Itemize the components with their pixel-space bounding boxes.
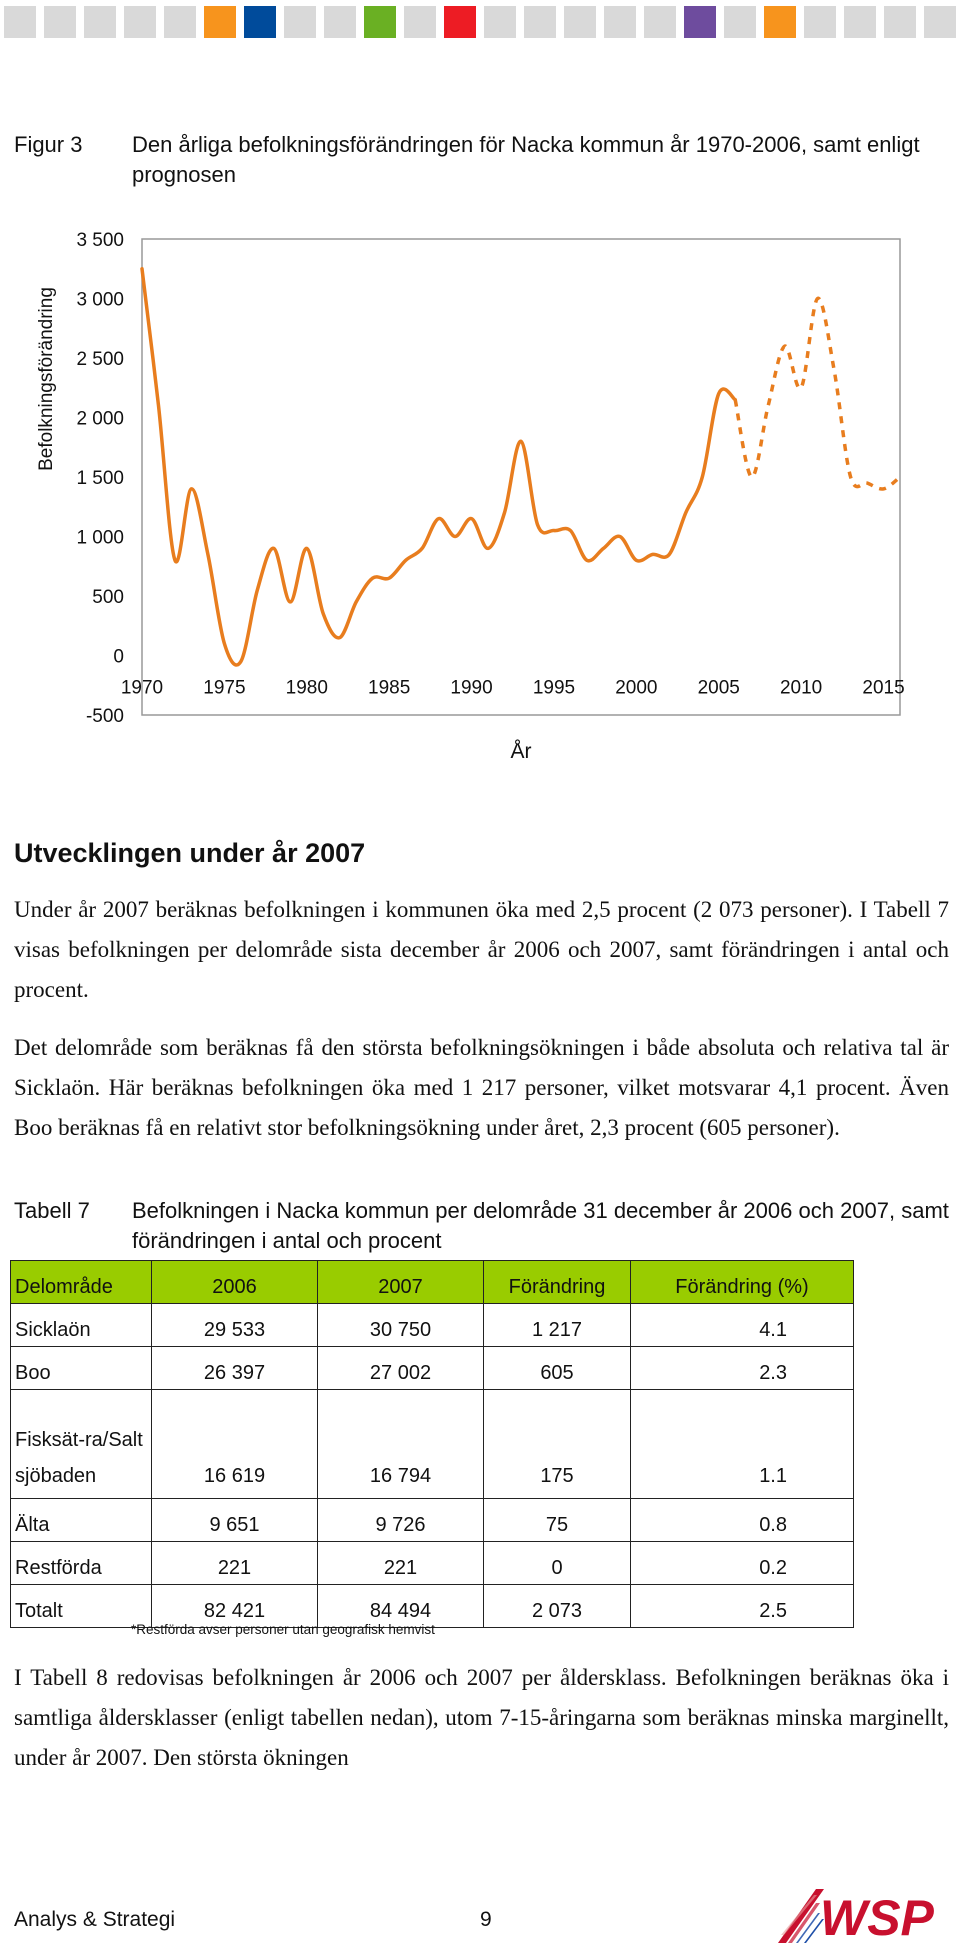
x-tick-label: 1985 bbox=[368, 677, 411, 699]
color-bar-square bbox=[484, 6, 516, 38]
table-cell: Totalt bbox=[11, 1585, 152, 1628]
color-bar-square bbox=[44, 6, 76, 38]
x-tick-label: 2005 bbox=[697, 677, 740, 699]
population-table bbox=[10, 1260, 854, 1628]
table-cell: 75 bbox=[484, 1499, 631, 1542]
x-tick-label: 2010 bbox=[779, 677, 823, 699]
table-cell: 2.3 bbox=[631, 1347, 854, 1390]
y-tick-label: -500 bbox=[85, 706, 124, 727]
table-header-row bbox=[11, 1261, 854, 1304]
table-cell: 29 533 bbox=[152, 1304, 318, 1347]
table-cell: 0.8 bbox=[631, 1499, 854, 1542]
table-cell: Boo bbox=[11, 1347, 152, 1390]
color-bar-square bbox=[204, 6, 236, 38]
table-cell: Restförda bbox=[11, 1542, 152, 1585]
figure-title: Den årliga befolkningsförändringen för Nacka kommun år 1970-2006, samt enligt prognosen bbox=[132, 132, 920, 187]
table-cell: 30 750 bbox=[318, 1304, 484, 1347]
table-cell: 26 397 bbox=[152, 1347, 318, 1390]
wsp-logo-icon bbox=[776, 1883, 960, 1945]
plot-frame bbox=[142, 239, 900, 715]
color-bar-square bbox=[164, 6, 196, 38]
y-tick-label: 1 000 bbox=[76, 527, 124, 549]
logo-stripes bbox=[778, 1889, 824, 1943]
table-cell: 9 726 bbox=[318, 1499, 484, 1542]
color-bar-square bbox=[4, 6, 36, 38]
section-heading: Utvecklingen under år 2007 bbox=[14, 838, 366, 868]
table-cell: 2.5 bbox=[631, 1585, 854, 1628]
table-cell: 605 bbox=[484, 1347, 631, 1390]
table-cell: Sicklaön bbox=[11, 1304, 152, 1347]
table-cell: 9 651 bbox=[152, 1499, 318, 1542]
header-cell: Förändring (%) bbox=[631, 1261, 854, 1304]
table-cell: 221 bbox=[318, 1542, 484, 1585]
table-cell: 27 002 bbox=[318, 1347, 484, 1390]
color-bar-square bbox=[684, 6, 716, 38]
paragraph-2: Det delområde som beräknas få den största befolkningsökningen i både absoluta och relativa tal är Sicklaön. Här beräknas befolkningen öka med 1 217 personer, vilket motsvarar 4,1 procent. Även Boo beräknas få en relativt stor befolkningsökning under året, 2,3 procent (605 personer). bbox=[14, 1035, 949, 1140]
table-cell: 221 bbox=[152, 1542, 318, 1585]
table-cell: 0 bbox=[484, 1542, 631, 1585]
x-tick-label: 1970 bbox=[120, 677, 164, 699]
x-tick-label: 2015 bbox=[862, 677, 905, 699]
table-cell: 16 619 bbox=[152, 1390, 318, 1499]
color-bar-square bbox=[324, 6, 356, 38]
footer-department: Analys & Strategi bbox=[14, 1908, 176, 1931]
color-bar-square bbox=[284, 6, 316, 38]
table-row bbox=[11, 1304, 854, 1347]
table-cell: 82 421 bbox=[152, 1585, 318, 1628]
color-bar-square bbox=[844, 6, 876, 38]
x-axis-title: År bbox=[510, 740, 532, 763]
y-tick-label: 2 000 bbox=[76, 408, 124, 430]
color-bar-square bbox=[124, 6, 156, 38]
x-tick-label: 1995 bbox=[532, 677, 576, 699]
logo-text: WSP bbox=[820, 1890, 934, 1945]
page-number: 9 bbox=[480, 1908, 492, 1931]
y-tick-label: 1 500 bbox=[76, 468, 124, 489]
color-bar-square bbox=[644, 6, 676, 38]
color-bar-square bbox=[604, 6, 636, 38]
table-cell: 1 217 bbox=[484, 1304, 631, 1347]
table-row bbox=[11, 1499, 854, 1542]
table-cell: 16 794 bbox=[318, 1390, 484, 1499]
table-cell: Älta bbox=[11, 1499, 152, 1542]
table-cell: 84 494 bbox=[318, 1585, 484, 1628]
color-bar-square bbox=[84, 6, 116, 38]
y-axis-title: Befolkningsförändring bbox=[36, 287, 57, 471]
chart-svg bbox=[0, 215, 960, 775]
y-tick-label: 500 bbox=[92, 587, 124, 608]
population-change-chart bbox=[0, 215, 960, 775]
table-title: Befolkningen i Nacka kommun per delområde 31 december år 2006 och 2007, samt förändringen i antal och procent bbox=[132, 1198, 949, 1253]
color-bar-square bbox=[244, 6, 276, 38]
color-bar-square bbox=[724, 6, 756, 38]
table-cell: 2 073 bbox=[484, 1585, 631, 1628]
table-cell: 175 bbox=[484, 1390, 631, 1499]
table-cell: 1.1 bbox=[631, 1390, 854, 1499]
y-tick-label: 3 500 bbox=[76, 230, 124, 251]
table-cell: 0.2 bbox=[631, 1542, 854, 1585]
color-bar-square bbox=[444, 6, 476, 38]
y-tick-label: 3 000 bbox=[76, 289, 124, 311]
x-tick-label: 1980 bbox=[285, 677, 328, 699]
header-color-bar bbox=[0, 0, 960, 40]
header-cell: 2006 bbox=[152, 1261, 318, 1304]
wsp-logo bbox=[776, 1883, 960, 1945]
y-tick-label: 0 bbox=[113, 646, 124, 668]
figure-label: Figur 3 bbox=[14, 132, 83, 157]
color-bar-square bbox=[764, 6, 796, 38]
history-line bbox=[142, 269, 735, 665]
color-bar-square bbox=[924, 6, 956, 38]
table-row bbox=[11, 1347, 854, 1390]
header-cell: 2007 bbox=[318, 1261, 484, 1304]
header-cell: Förändring bbox=[484, 1261, 631, 1304]
x-tick-label: 2000 bbox=[615, 677, 658, 699]
color-bar-square bbox=[804, 6, 836, 38]
table-cell: 4.1 bbox=[631, 1304, 854, 1347]
table-label: Tabell 7 bbox=[14, 1198, 90, 1223]
color-bar-square bbox=[364, 6, 396, 38]
x-tick-label: 1975 bbox=[203, 677, 246, 699]
paragraph-1: Under år 2007 beräknas befolkningen i kommunen öka med 2,5 procent (2 073 personer). I Tabell 7 visas befolkningen per delområde sista december år 2006 och 2007, samt förändringen i antal och procent. bbox=[14, 897, 949, 1002]
forecast-line bbox=[735, 298, 900, 489]
y-tick-label: 2 500 bbox=[76, 349, 124, 370]
x-tick-label: 1990 bbox=[450, 677, 493, 699]
table-row bbox=[11, 1390, 854, 1499]
table-cell: Fisksät-ra/Saltsjöbaden bbox=[11, 1390, 152, 1499]
color-bar-square bbox=[884, 6, 916, 38]
table-row bbox=[11, 1542, 854, 1585]
header-cell: Delområde bbox=[11, 1261, 152, 1304]
table-footnote: *Restförda avser personer utan geografisk hemvist bbox=[131, 1622, 435, 1637]
paragraph-3: I Tabell 8 redovisas befolkningen år 2006 och 2007 per åldersklass. Befolkningen beräknas öka i samtliga åldersklasser (enligt tabellen nedan), utom 7-15-åringarna som beräknas minska marginellt, under år 2007. Den största ökningen bbox=[14, 1665, 949, 1770]
color-bar-square bbox=[404, 6, 436, 38]
color-bar-square bbox=[524, 6, 556, 38]
color-bar-square bbox=[564, 6, 596, 38]
